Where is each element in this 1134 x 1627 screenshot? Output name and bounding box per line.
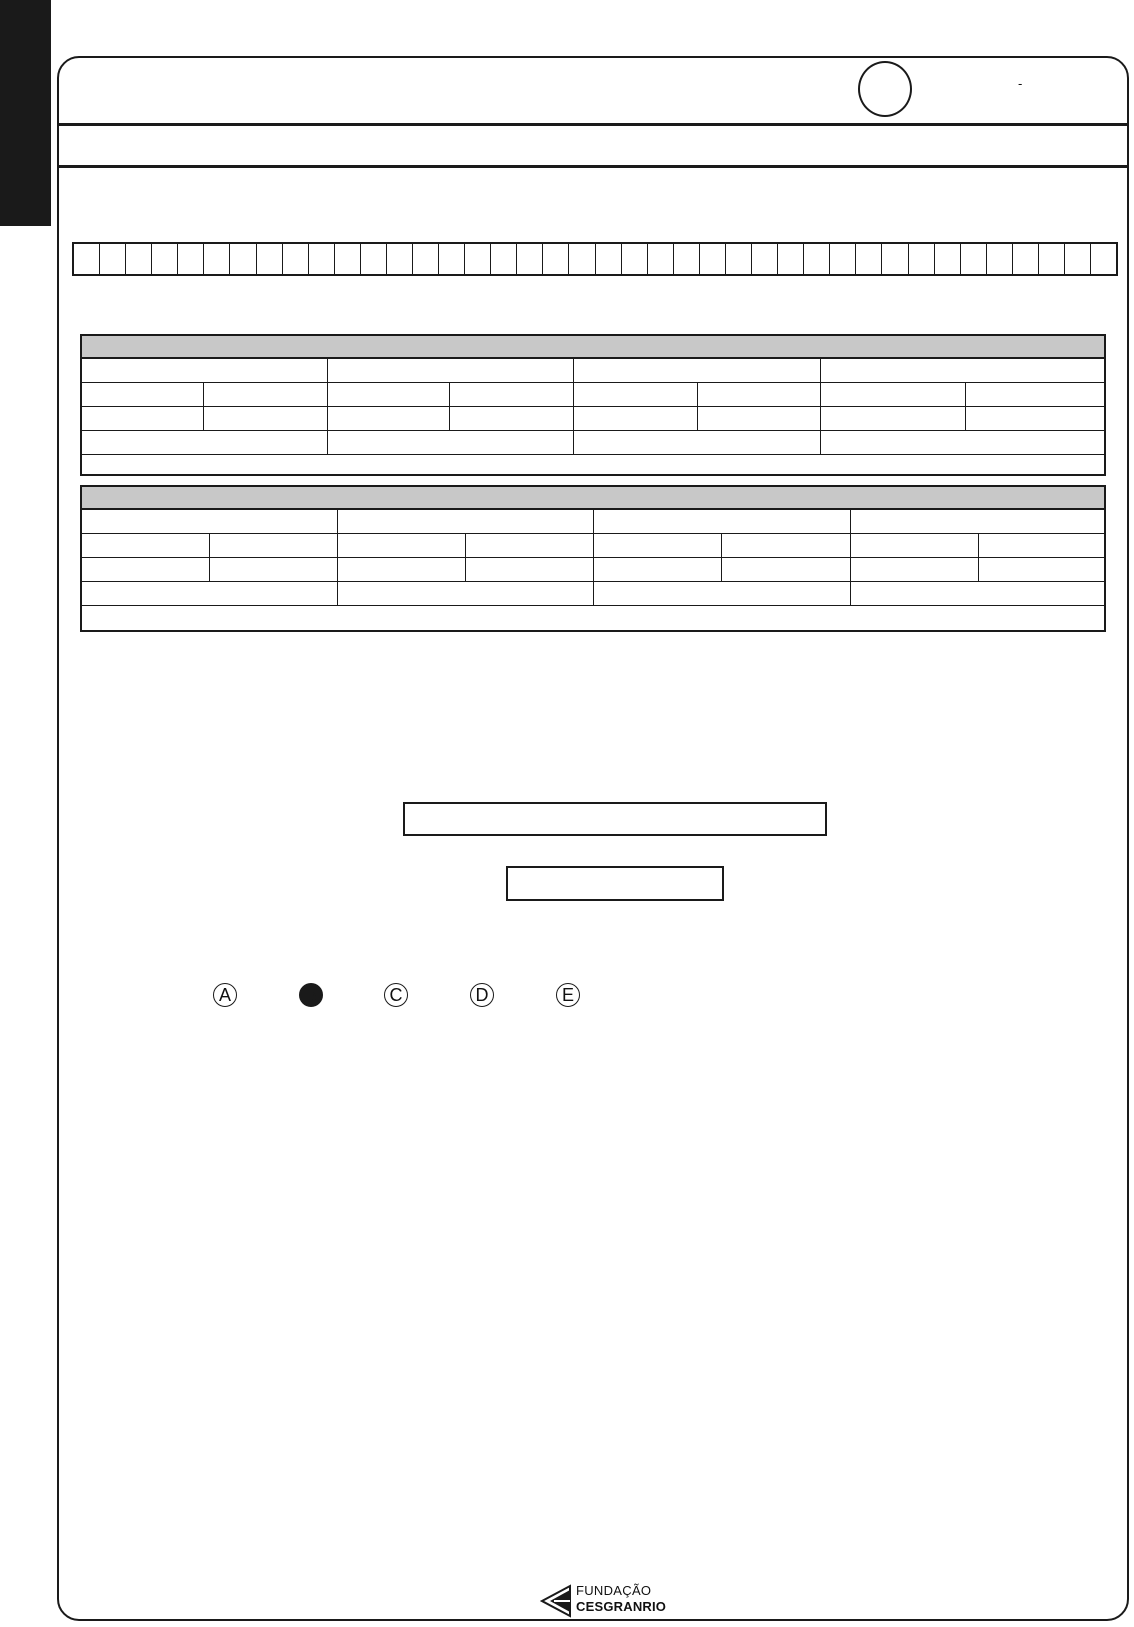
table-row[interactable] bbox=[82, 383, 1104, 407]
side-tab-marker bbox=[0, 0, 51, 226]
table-row[interactable] bbox=[82, 510, 1104, 534]
table-row[interactable] bbox=[82, 534, 1104, 558]
data-table-1 bbox=[80, 334, 1106, 476]
table-header-bar bbox=[82, 336, 1104, 359]
subheader-divider bbox=[59, 165, 1127, 168]
table-row[interactable] bbox=[82, 431, 1104, 455]
table-row[interactable] bbox=[82, 558, 1104, 582]
table-row[interactable] bbox=[82, 606, 1104, 628]
answer-options-row bbox=[0, 983, 1134, 1009]
example-field-narrow[interactable] bbox=[506, 866, 724, 901]
table-row[interactable] bbox=[82, 582, 1104, 606]
data-table-2 bbox=[80, 485, 1106, 632]
cesgranrio-arrow-icon bbox=[540, 1584, 574, 1618]
example-field-wide[interactable] bbox=[403, 802, 827, 836]
answer-sheet-frame bbox=[57, 56, 1129, 1621]
logo-text-cesgranrio: CESGRANRIO bbox=[576, 1599, 667, 1614]
logo-text-fundacao: FUNDAÇÃO bbox=[576, 1583, 652, 1598]
option-c-bubble[interactable]: C bbox=[384, 983, 408, 1007]
name-character-grid[interactable] bbox=[72, 242, 1118, 276]
table-row[interactable] bbox=[82, 359, 1104, 383]
table-row[interactable] bbox=[82, 455, 1104, 477]
header-dash: - bbox=[1018, 76, 1023, 91]
option-d-bubble[interactable]: D bbox=[470, 983, 494, 1007]
option-e-bubble[interactable]: E bbox=[556, 983, 580, 1007]
table-row[interactable] bbox=[82, 407, 1104, 431]
option-a-bubble[interactable]: A bbox=[213, 983, 237, 1007]
header-divider bbox=[59, 123, 1127, 126]
option-b-bubble-filled[interactable]: B bbox=[299, 983, 323, 1007]
exam-type-circle bbox=[858, 61, 912, 117]
cesgranrio-logo bbox=[540, 1583, 667, 1618]
table-header-bar bbox=[82, 487, 1104, 510]
